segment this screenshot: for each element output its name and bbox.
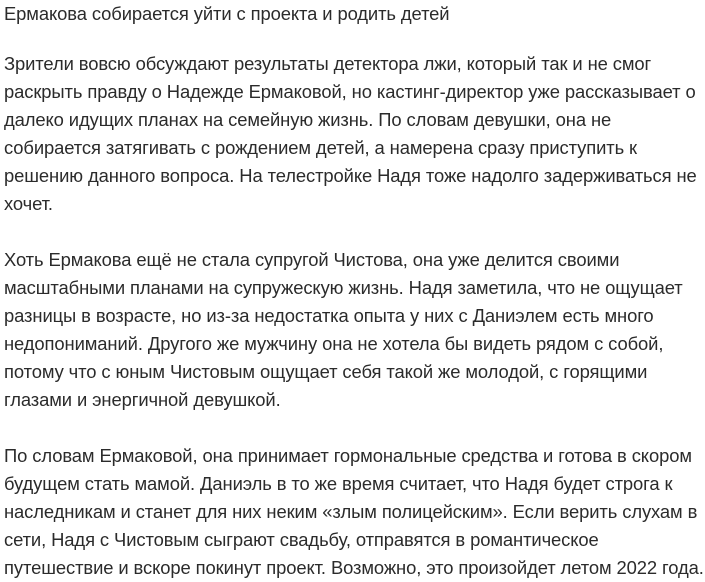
- article-title: Ермакова собирается уйти с проекта и родить детей: [4, 3, 450, 24]
- article-paragraph-3: По словам Ермаковой, она принимает гормональные средства и готова в скором будущем стать мамой. Даниэль в то же время считает, что Надя будет строга к наследникам и станет для них неким «злым полицейским». Если верить слухам в сети, Надя с Чистовым сыграют свадьбу, отправятся в романтическое путешествие и вскоре покинут проект. Возможно, это произойдет летом 2022 года.: [4, 445, 704, 578]
- article-paragraph-1: Зрители вовсю обсуждают результаты детектора лжи, который так и не смог раскрыть правду о Надежде Ермаковой, но кастинг-директор уже рассказывает о далеко идущих планах на семейную жизнь. По словам девушки, она не собирается затягивать с рождением детей, а намерена сразу приступить к решению данного вопроса. На телестройке Надя тоже надолго задерживаться не хочет.: [4, 53, 697, 214]
- article: [4, 0, 704, 582]
- article-paragraph-2: Хоть Ермакова ещё не стала супругой Чистова, она уже делится своими масштабными планами на супружескую жизнь. Надя заметила, что не ощущает разницы в возрасте, но из-за недостатка опыта у них с Даниэлем есть много недопониманий. Другого же мужчину она не хотела бы видеть рядом с собой, потому что с юным Чистовым ощущает себя такой же молодой, с горящими глазами и энергичной девушкой.: [4, 249, 683, 410]
